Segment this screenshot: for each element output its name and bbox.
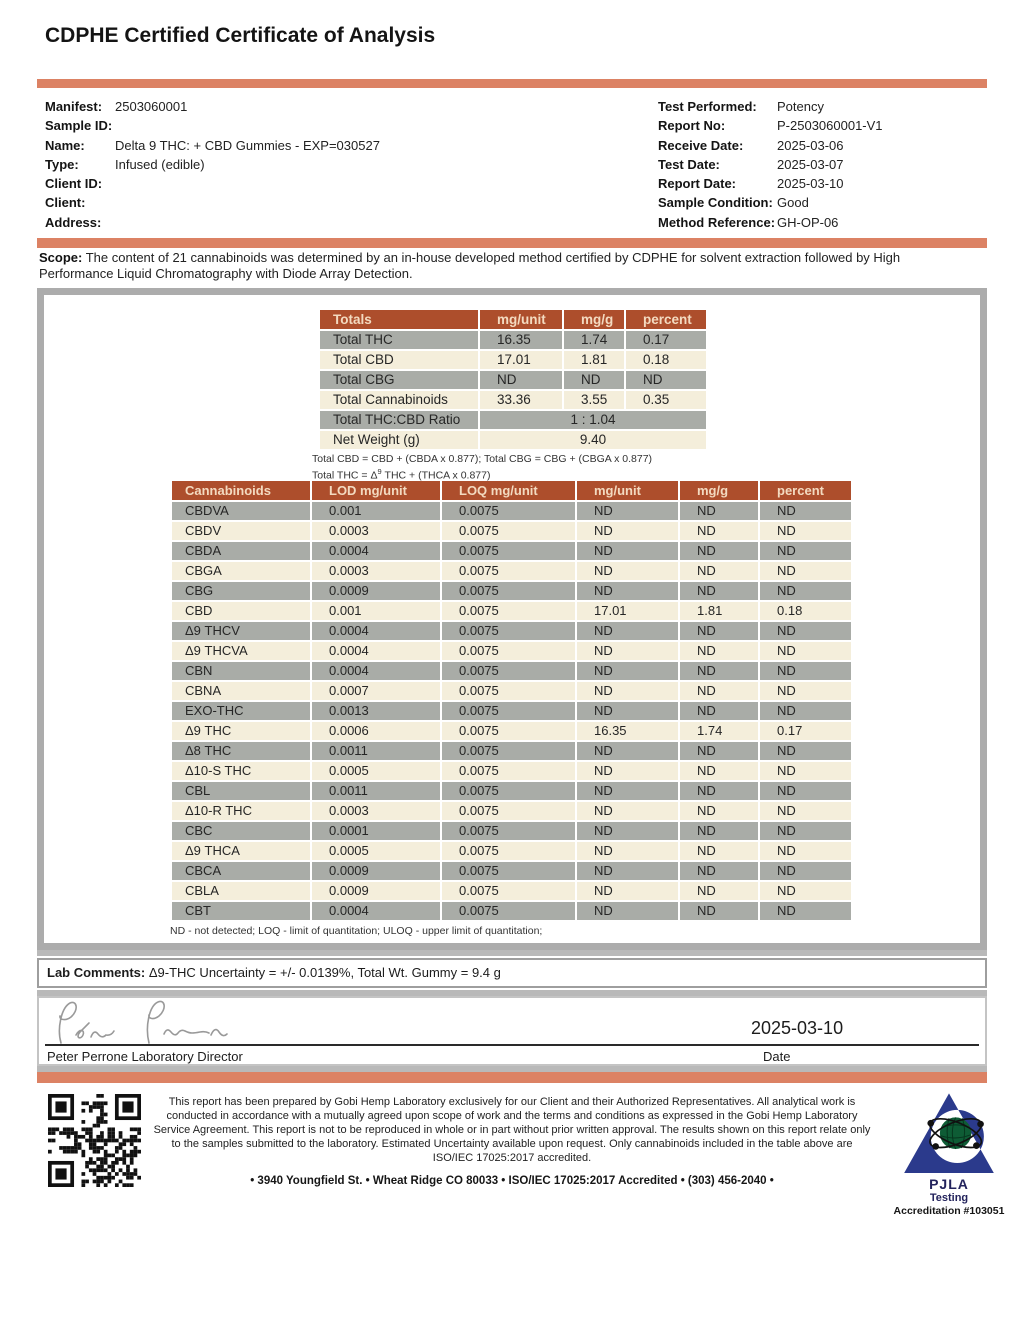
divider-band <box>37 950 987 956</box>
totals-col-header: percent <box>626 310 706 329</box>
info-row <box>658 155 883 174</box>
signature-line <box>45 1044 979 1046</box>
totals-col-header: mg/unit <box>480 310 562 329</box>
lab-comments <box>37 958 987 988</box>
report-info-right <box>658 97 883 232</box>
info-row <box>658 116 883 135</box>
lab-comments-label: Lab Comments: <box>47 965 146 980</box>
table-row: CBC 0.0001 0.0075 ND ND ND <box>172 822 851 840</box>
info-row <box>658 97 883 116</box>
info-label: Method Reference: <box>658 214 776 230</box>
table-row: Total CBG ND ND ND <box>320 371 706 389</box>
pjla-accreditation: Accreditation #103051 <box>893 1205 1005 1217</box>
info-label: Test Date: <box>658 156 720 172</box>
info-label: Client: <box>45 195 86 211</box>
info-value: Good <box>777 195 809 211</box>
cannabinoids-col-header: mg/unit <box>577 481 678 500</box>
totals-table <box>318 308 708 451</box>
info-row <box>45 213 380 232</box>
info-label: Name: <box>45 137 85 153</box>
table-footnote: ND - not detected; LOQ - limit of quantitation; ULOQ - upper limit of quantitation; <box>170 925 543 937</box>
info-value: 2025-03-07 <box>777 156 844 172</box>
table-row: Δ9 THC 0.0006 0.0075 16.35 1.74 0.17 <box>172 722 851 740</box>
info-row <box>658 193 883 212</box>
info-value: P-2503060001-V1 <box>777 118 883 134</box>
totals-body <box>320 331 706 409</box>
address-line: • 3940 Youngfield St. • Wheat Ridge CO 80033 • ISO/IEC 17025:2017 Accredited • (303) 456-2040 • <box>250 1174 774 1187</box>
cannabinoids-col-header: percent <box>760 481 851 500</box>
table-row: Δ10-S THC 0.0005 0.0075 ND ND ND <box>172 762 851 780</box>
table-row: CBDVA 0.001 0.0075 ND ND ND <box>172 502 851 520</box>
accent-bar-bottom <box>37 1072 987 1083</box>
info-row <box>45 193 380 212</box>
info-row <box>45 174 380 193</box>
info-value: 2503060001 <box>115 99 188 114</box>
table-row: CBD 0.001 0.0075 17.01 1.81 0.18 <box>172 602 851 620</box>
totals-col-header: Totals <box>320 310 478 329</box>
page-title: CDPHE Certified Certificate of Analysis <box>45 24 436 47</box>
disclaimer-text: This report has been prepared by Gobi Hemp Laboratory exclusively for our Client and their Authorized Representatives. All analytical work is conducted in accordance with a mutually agreed upon scope of work and the terms and conditions as expressed in the Gobi Hemp Laboratory Service Agreement. This report is not to be reproduced in whole or in part without prior written approval. The results shown on this report relate only to the samples submitted to the laboratory. Estimated Uncertainty available upon request. Only cannabinoids included in the table above are ISO/IEC 17025:2017 accredited. <box>153 1096 871 1164</box>
table-row: Total CBD 17.01 1.81 0.18 <box>320 351 706 369</box>
info-row <box>45 97 380 116</box>
cannabinoids-col-header: LOQ mg/unit <box>442 481 575 500</box>
info-row <box>45 116 380 135</box>
info-row <box>658 136 883 155</box>
table-row: CBNA 0.0007 0.0075 ND ND ND <box>172 682 851 700</box>
table-row: CBT 0.0004 0.0075 ND ND ND <box>172 902 851 920</box>
info-label: Report No: <box>658 118 726 134</box>
cannabinoids-col-header: Cannabinoids <box>172 481 310 500</box>
table-row: CBDA 0.0004 0.0075 ND ND ND <box>172 542 851 560</box>
cannabinoids-col-header: mg/g <box>680 481 758 500</box>
scope-section <box>39 250 939 281</box>
cannabinoids-col-header: LOD mg/unit <box>312 481 440 500</box>
scope-label: Scope: <box>39 250 83 265</box>
date-label: Date <box>763 1049 791 1064</box>
qr-code <box>48 1094 141 1187</box>
table-row: Δ8 THC 0.0011 0.0075 ND ND ND <box>172 742 851 760</box>
info-label: Manifest: <box>45 99 103 114</box>
signature-section <box>37 996 987 1066</box>
info-label: Sample ID: <box>45 118 113 134</box>
totals-footnote: Total CBD = CBD + (CBDA x 0.877); Total CBG = CBG + (CBGA x 0.877) Total THC = $\Delta^9$ THC + (THCA x 0.877) <box>312 453 653 481</box>
totals-header-row <box>320 310 706 329</box>
info-label: Client ID: <box>45 176 103 192</box>
cannabinoids-table <box>170 479 853 922</box>
table-row: CBG 0.0009 0.0075 ND ND ND <box>172 582 851 600</box>
table-row: Δ10-R THC 0.0003 0.0075 ND ND ND <box>172 802 851 820</box>
info-value: GH-OP-06 <box>777 214 839 230</box>
table-row: CBLA 0.0009 0.0075 ND ND ND <box>172 882 851 900</box>
info-value: Infused (edible) <box>115 156 205 172</box>
footer-center <box>153 1090 871 1187</box>
info-label: Report Date: <box>658 176 737 192</box>
table-row: Total THC:CBD Ratio 1 : 1.04 <box>320 411 706 429</box>
info-label: Sample Condition: <box>658 195 773 211</box>
pjla-logo-icon <box>899 1090 999 1178</box>
table-row: Total THC 16.35 1.74 0.17 <box>320 331 706 349</box>
accent-bar-scope <box>37 238 987 248</box>
table-row: CBN 0.0004 0.0075 ND ND ND <box>172 662 851 680</box>
table-row: Total Cannabinoids 33.36 3.55 0.35 <box>320 391 706 409</box>
accent-bar-top <box>37 79 987 88</box>
info-label: Test Performed: <box>658 99 757 114</box>
table-row: CBCA 0.0009 0.0075 ND ND ND <box>172 862 851 880</box>
info-value: Delta 9 THC: + CBD Gummies - EXP=030527 <box>115 137 380 153</box>
info-row <box>45 155 380 174</box>
table-row: CBDV 0.0003 0.0075 ND ND ND <box>172 522 851 540</box>
scope-text: The content of 21 cannabinoids was determined by an in-house developed method certified by CDPHE for solvent extraction followed by High Performance Liquid Chromatography with Diode Array Detection. <box>39 250 901 281</box>
table-row: Δ9 THCA 0.0005 0.0075 ND ND ND <box>172 842 851 860</box>
table-row: EXO-THC 0.0013 0.0075 ND ND ND <box>172 702 851 720</box>
cannabinoids-body <box>172 502 851 920</box>
sample-info-left <box>45 97 380 232</box>
signatory-name: Peter Perrone Laboratory Director <box>47 1049 243 1064</box>
table-row: Δ9 THCVA 0.0004 0.0075 ND ND ND <box>172 642 851 660</box>
table-row: Δ9 THCV 0.0004 0.0075 ND ND ND <box>172 622 851 640</box>
pjla-logo <box>883 1090 1015 1217</box>
signature-image <box>45 999 270 1045</box>
info-value: 2025-03-06 <box>777 137 844 153</box>
info-row <box>45 136 380 155</box>
table-row: CBL 0.0011 0.0075 ND ND ND <box>172 782 851 800</box>
info-row <box>658 213 883 232</box>
results-panel <box>37 288 987 950</box>
info-value: Potency <box>777 99 824 114</box>
table-row: CBGA 0.0003 0.0075 ND ND ND <box>172 562 851 580</box>
pjla-testing-label: Testing <box>929 1192 969 1204</box>
date-value: 2025-03-10 <box>751 1018 844 1038</box>
info-row <box>658 174 883 193</box>
info-label: Address: <box>45 214 102 230</box>
cannabinoids-header-row <box>172 481 851 500</box>
totals-col-header: mg/g <box>564 310 624 329</box>
footer <box>37 1090 1015 1217</box>
pjla-name: PJLA <box>929 1176 969 1192</box>
table-row: Net Weight (g) 9.40 <box>320 431 706 449</box>
info-label: Receive Date: <box>658 137 744 153</box>
lab-comments-text: Δ9-THC Uncertainty = +/- 0.0139%, Total Wt. Gummy = 9.4 g <box>148 965 501 980</box>
info-value: 2025-03-10 <box>777 176 844 192</box>
info-label: Type: <box>45 156 79 172</box>
